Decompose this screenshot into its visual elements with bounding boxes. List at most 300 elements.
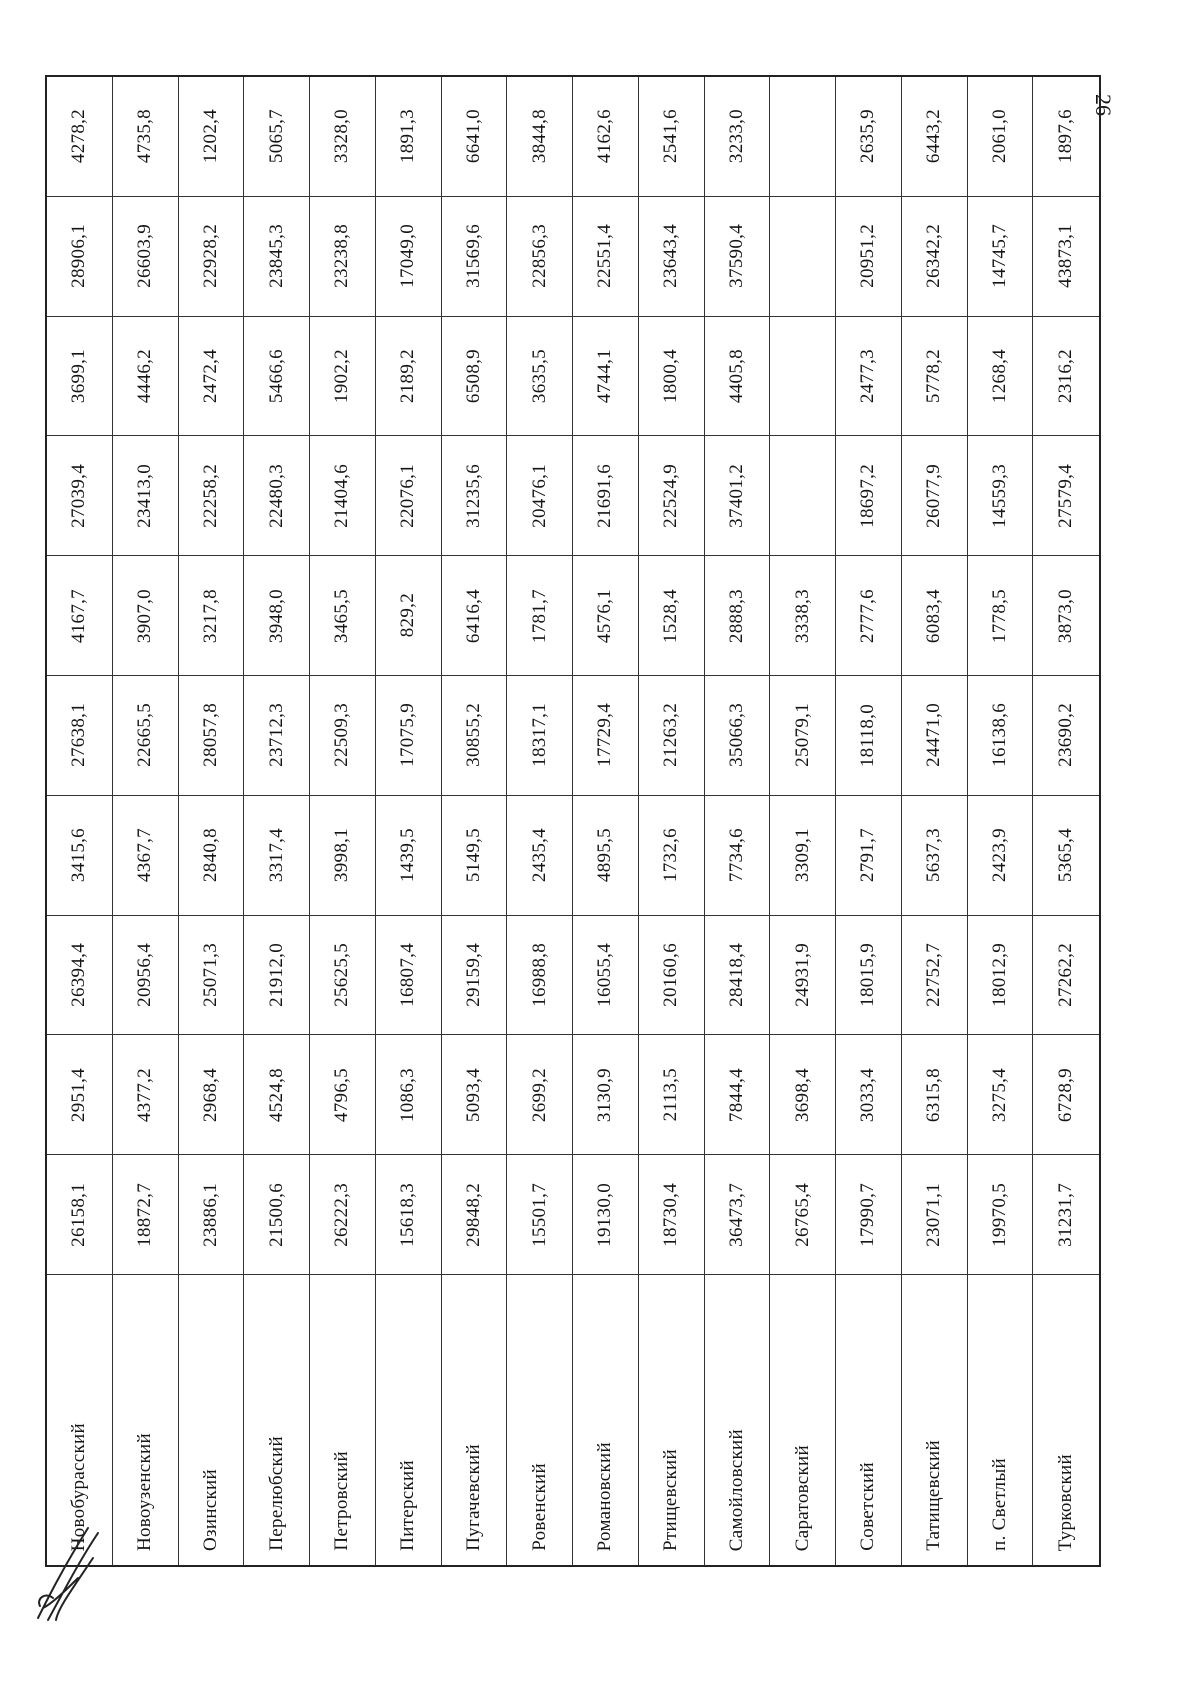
cell-value: 1897,6 [1055, 109, 1077, 164]
cell-value: 18697,2 [857, 463, 879, 528]
table-cell [902, 1155, 968, 1275]
table-row-name-cell [573, 1275, 639, 1565]
cell-value: 3415,6 [68, 828, 90, 883]
table-row-name-cell [376, 1275, 442, 1565]
cell-value: 28418,4 [725, 943, 747, 1007]
table-cell [836, 556, 902, 676]
table-cell [376, 556, 442, 676]
cell-value: 15618,3 [397, 1182, 419, 1247]
table-cell [639, 556, 705, 676]
table-cell [705, 1155, 771, 1275]
cell-value: 4167,7 [68, 588, 90, 643]
cell-value: 22856,3 [528, 224, 550, 289]
table-cell [47, 77, 113, 197]
table-cell [442, 436, 508, 556]
cell-value: 2777,6 [857, 588, 879, 643]
cell-value: 21500,6 [265, 1182, 287, 1247]
table-cell [573, 1035, 639, 1155]
table-cell [836, 317, 902, 437]
cell-value: 2699,2 [528, 1067, 550, 1122]
cell-value: 20956,4 [134, 943, 156, 1007]
table-cell [244, 676, 310, 796]
table-cell [47, 916, 113, 1036]
cell-value: 4735,8 [134, 109, 156, 164]
cell-value: 21263,2 [660, 703, 682, 768]
cell-value: 7734,6 [725, 828, 747, 883]
row-name: Новоузенский [134, 1432, 156, 1551]
cell-value: 6083,4 [923, 588, 945, 643]
table-cell [639, 1035, 705, 1155]
table-cell [1033, 676, 1099, 796]
table-cell [836, 1035, 902, 1155]
table-cell [705, 676, 771, 796]
cell-value: 21404,6 [331, 463, 353, 528]
table-cell [902, 676, 968, 796]
table-cell [507, 1155, 573, 1275]
cell-value: 28906,1 [68, 224, 90, 289]
table-row-name-cell [639, 1275, 705, 1565]
cell-value: 22258,2 [199, 463, 221, 528]
cell-value: 31569,6 [462, 224, 484, 289]
table-cell [902, 197, 968, 317]
table-cell [902, 77, 968, 197]
table-cell [376, 1155, 442, 1275]
table-cell [442, 77, 508, 197]
table-cell [836, 796, 902, 916]
cell-value: 4377,2 [134, 1067, 156, 1122]
cell-value: 27262,2 [1055, 943, 1077, 1007]
table-cell [639, 796, 705, 916]
cell-value: 6641,0 [462, 109, 484, 164]
cell-value: 26603,9 [134, 224, 156, 289]
cell-value: 3699,1 [68, 348, 90, 404]
table-cell [310, 1035, 376, 1155]
cell-value: 17075,9 [397, 703, 419, 768]
table-row-name-cell [179, 1275, 245, 1565]
cell-value: 30855,2 [462, 703, 484, 768]
table-cell [573, 1155, 639, 1275]
cell-value: 31235,6 [462, 463, 484, 528]
table-cell [310, 197, 376, 317]
table-cell [836, 436, 902, 556]
table-cell [376, 436, 442, 556]
cell-value: 3328,0 [331, 109, 353, 164]
cell-value: 23712,3 [265, 703, 287, 768]
cell-value: 22480,3 [265, 463, 287, 528]
table-cell [376, 317, 442, 437]
table-cell [310, 436, 376, 556]
cell-value: 28057,8 [199, 703, 221, 768]
table-cell [310, 916, 376, 1036]
table-cell [47, 197, 113, 317]
table-cell [244, 197, 310, 317]
table-cell [310, 1155, 376, 1275]
cell-value: 2791,7 [857, 828, 879, 883]
table-cell [507, 1035, 573, 1155]
cell-value: 26765,4 [791, 1182, 813, 1247]
cell-value: 29848,2 [462, 1182, 484, 1247]
cell-value: 26394,4 [68, 943, 90, 1007]
data-table [45, 75, 1101, 1567]
table-cell [968, 676, 1034, 796]
row-name: Пугачевский [462, 1444, 484, 1551]
table-cell [179, 556, 245, 676]
cell-value: 4162,6 [594, 109, 616, 164]
cell-value: 4405,8 [725, 348, 747, 404]
cell-value: 24931,9 [791, 943, 813, 1007]
row-name: Самойловский [725, 1428, 747, 1551]
table-cell [836, 676, 902, 796]
table-cell [179, 317, 245, 437]
cell-value: 24471,0 [923, 703, 945, 768]
table-cell [244, 1155, 310, 1275]
cell-value: 16138,6 [988, 703, 1010, 768]
table-cell [244, 916, 310, 1036]
cell-value: 22551,4 [594, 224, 616, 289]
cell-value: 23845,3 [265, 224, 287, 289]
page-number: 26 [1091, 94, 1116, 116]
table-cell [47, 1035, 113, 1155]
row-name: Ртищевский [660, 1449, 682, 1551]
cell-value: 14745,7 [988, 224, 1010, 289]
cell-value: 19970,5 [988, 1182, 1010, 1247]
cell-value: 17729,4 [594, 703, 616, 768]
table-cell [968, 317, 1034, 437]
table-cell [47, 796, 113, 916]
cell-value: 3635,5 [528, 348, 550, 404]
cell-value: 5637,3 [923, 828, 945, 883]
table-cell [442, 556, 508, 676]
table-cell [507, 317, 573, 437]
table-cell [376, 676, 442, 796]
cell-value: 25071,3 [199, 943, 221, 1007]
cell-value: 16055,4 [594, 943, 616, 1007]
table-row-name-cell [310, 1275, 376, 1565]
table-cell [902, 796, 968, 916]
table-row-name-cell [705, 1275, 771, 1565]
table-cell [836, 197, 902, 317]
table-cell [507, 197, 573, 317]
cell-value: 23413,0 [134, 463, 156, 528]
row-name: Петровский [331, 1451, 353, 1551]
cell-value: 22928,2 [199, 224, 221, 289]
row-name: Саратовский [791, 1444, 813, 1551]
cell-value: 5365,4 [1055, 828, 1077, 883]
row-name: Новобурасский [68, 1422, 90, 1551]
table-cell [310, 796, 376, 916]
table-cell [705, 317, 771, 437]
table-cell [113, 1035, 179, 1155]
table-cell [113, 197, 179, 317]
table-cell [244, 1035, 310, 1155]
cell-value: 7844,4 [725, 1067, 747, 1122]
table-row-name-cell [836, 1275, 902, 1565]
table-cell [507, 676, 573, 796]
row-name: Турковский [1055, 1453, 1077, 1551]
table-cell [113, 436, 179, 556]
table-cell [770, 676, 836, 796]
cell-value: 18118,0 [857, 703, 879, 767]
cell-value: 3465,5 [331, 588, 353, 643]
table-cell [376, 1035, 442, 1155]
table-cell [179, 916, 245, 1036]
cell-value: 4446,2 [134, 348, 156, 404]
cell-value: 22076,1 [397, 463, 419, 528]
cell-value: 1086,3 [397, 1067, 419, 1122]
cell-value: 3275,4 [988, 1067, 1010, 1122]
cell-value: 4744,1 [594, 348, 616, 404]
cell-value: 23643,4 [660, 224, 682, 289]
cell-value: 16988,8 [528, 943, 550, 1007]
table-cell [179, 1035, 245, 1155]
cell-value: 21691,6 [594, 463, 616, 528]
table-cell [179, 796, 245, 916]
table-cell [179, 197, 245, 317]
table-cell [573, 796, 639, 916]
row-name: Романовский [594, 1441, 616, 1551]
cell-value: 1781,7 [528, 588, 550, 643]
table-cell [573, 436, 639, 556]
cell-value: 3844,8 [528, 109, 550, 164]
table-cell [639, 436, 705, 556]
table-cell [442, 317, 508, 437]
table-cell [47, 1155, 113, 1275]
table-cell [442, 916, 508, 1036]
cell-value: 18015,9 [857, 943, 879, 1007]
cell-value: 26077,9 [923, 463, 945, 528]
cell-value: 3033,4 [857, 1067, 879, 1122]
table-cell [705, 556, 771, 676]
row-name: Советский [857, 1462, 879, 1551]
cell-value: 3698,4 [791, 1067, 813, 1122]
cell-value: 5093,4 [462, 1067, 484, 1122]
table-cell [1033, 77, 1099, 197]
cell-value: 1800,4 [660, 348, 682, 404]
cell-value: 3233,0 [725, 109, 747, 164]
cell-value: 31231,7 [1055, 1182, 1077, 1247]
cell-value: 26222,3 [331, 1182, 353, 1247]
table-row-name-cell [902, 1275, 968, 1565]
table-cell [705, 796, 771, 916]
row-name: Озинский [199, 1469, 221, 1551]
cell-value: 1268,4 [988, 348, 1010, 404]
cell-value: 4278,2 [68, 109, 90, 164]
cell-value: 3309,1 [791, 828, 813, 883]
table-cell [573, 676, 639, 796]
table-cell [968, 916, 1034, 1036]
cell-value: 18317,1 [528, 703, 550, 768]
cell-value: 6416,4 [462, 588, 484, 643]
table-cell [639, 1155, 705, 1275]
table-cell [113, 77, 179, 197]
cell-value: 26158,1 [68, 1182, 90, 1247]
table-row-name-cell [1033, 1275, 1099, 1565]
cell-value: 20476,1 [528, 463, 550, 528]
cell-value: 23071,1 [923, 1182, 945, 1247]
cell-value: 2189,2 [397, 348, 419, 404]
cell-value: 35066,3 [725, 703, 747, 768]
table-cell [244, 317, 310, 437]
table-cell [47, 317, 113, 437]
table-cell [1033, 436, 1099, 556]
table-cell [639, 676, 705, 796]
cell-value: 27039,4 [68, 463, 90, 528]
cell-value: 2472,4 [199, 348, 221, 404]
table-cell [770, 1035, 836, 1155]
table-cell [902, 436, 968, 556]
table-cell [113, 916, 179, 1036]
cell-value: 4576,1 [594, 588, 616, 643]
cell-value: 4796,5 [331, 1067, 353, 1122]
table-cell [902, 556, 968, 676]
table-cell [507, 77, 573, 197]
table-cell [442, 1035, 508, 1155]
table-cell [639, 317, 705, 437]
table-cell [113, 676, 179, 796]
table-cell [573, 197, 639, 317]
table-cell [968, 796, 1034, 916]
table-cell [968, 436, 1034, 556]
cell-value: 22752,7 [923, 943, 945, 1007]
cell-value: 23238,8 [331, 224, 353, 289]
table-cell [836, 1155, 902, 1275]
cell-value: 22509,3 [331, 703, 353, 768]
cell-value: 2423,9 [988, 828, 1010, 883]
table-cell [770, 77, 836, 197]
table-cell [705, 916, 771, 1036]
table-cell [1033, 556, 1099, 676]
table-cell [1033, 796, 1099, 916]
cell-value: 5149,5 [462, 828, 484, 883]
table-cell [507, 796, 573, 916]
cell-value: 829,2 [397, 593, 419, 638]
table-cell [310, 556, 376, 676]
table-cell [639, 916, 705, 1036]
table-cell [902, 1035, 968, 1155]
cell-value: 37590,4 [725, 224, 747, 289]
cell-value: 3317,4 [265, 828, 287, 883]
cell-value: 21912,0 [265, 943, 287, 1007]
table-cell [179, 676, 245, 796]
table-cell [442, 676, 508, 796]
cell-value: 27579,4 [1055, 463, 1077, 528]
table-cell [1033, 1035, 1099, 1155]
cell-value: 17049,0 [397, 224, 419, 289]
table-cell [770, 796, 836, 916]
cell-value: 20160,6 [660, 943, 682, 1007]
cell-value: 2061,0 [988, 109, 1010, 164]
cell-value: 2435,4 [528, 828, 550, 883]
cell-value: 25625,5 [331, 943, 353, 1007]
table-cell [573, 916, 639, 1036]
table-cell [968, 556, 1034, 676]
table-cell [244, 556, 310, 676]
table-row-name-cell [244, 1275, 310, 1565]
cell-value: 23690,2 [1055, 703, 1077, 768]
cell-value: 6508,9 [462, 348, 484, 404]
table-row-name-cell [507, 1275, 573, 1565]
cell-value: 4524,8 [265, 1067, 287, 1122]
cell-value: 1202,4 [199, 109, 221, 164]
table-cell [770, 436, 836, 556]
cell-value: 2968,4 [199, 1067, 221, 1122]
cell-value: 1891,3 [397, 109, 419, 164]
handwritten-signature [18, 1488, 108, 1628]
table-cell [179, 1155, 245, 1275]
cell-value: 18730,4 [660, 1182, 682, 1247]
table-cell [705, 197, 771, 317]
table-cell [1033, 317, 1099, 437]
table-cell [573, 317, 639, 437]
cell-value: 18012,9 [988, 943, 1010, 1007]
cell-value: 3130,9 [594, 1067, 616, 1122]
cell-value: 17990,7 [857, 1182, 879, 1247]
table-cell [1033, 916, 1099, 1036]
cell-value: 14559,3 [988, 463, 1010, 528]
cell-value: 3338,3 [791, 588, 813, 643]
cell-value: 3948,0 [265, 588, 287, 643]
table-cell [244, 77, 310, 197]
table-row-name-cell [968, 1275, 1034, 1565]
table-cell [310, 676, 376, 796]
cell-value: 3998,1 [331, 828, 353, 883]
table-cell [705, 1035, 771, 1155]
cell-value: 2113,5 [660, 1068, 682, 1122]
row-name: Перелюбский [265, 1436, 287, 1551]
table-cell [244, 436, 310, 556]
cell-value: 1902,2 [331, 348, 353, 404]
table-cell [1033, 197, 1099, 317]
table-cell [244, 796, 310, 916]
table-cell [770, 197, 836, 317]
table-cell [705, 77, 771, 197]
table-cell [1033, 1155, 1099, 1275]
table-cell [573, 556, 639, 676]
table-cell [113, 1155, 179, 1275]
table-cell [47, 436, 113, 556]
table-cell [770, 556, 836, 676]
table-cell [179, 77, 245, 197]
cell-value: 2635,9 [857, 109, 879, 164]
cell-value: 23886,1 [199, 1182, 221, 1247]
cell-value: 2477,3 [857, 348, 879, 404]
table-cell [968, 1155, 1034, 1275]
table-cell [836, 77, 902, 197]
table-cell [376, 77, 442, 197]
cell-value: 1732,6 [660, 828, 682, 883]
row-name: Питерский [397, 1460, 419, 1551]
row-name: Татищевский [923, 1440, 945, 1551]
table-cell [507, 436, 573, 556]
cell-value: 43873,1 [1055, 224, 1077, 289]
table-cell [968, 1035, 1034, 1155]
table-cell [639, 197, 705, 317]
cell-value: 1439,5 [397, 828, 419, 883]
cell-value: 3873,0 [1055, 588, 1077, 643]
table-cell [770, 916, 836, 1036]
cell-value: 22524,9 [660, 463, 682, 528]
cell-value: 3217,8 [199, 588, 221, 643]
table-cell [376, 197, 442, 317]
cell-value: 26342,2 [923, 224, 945, 289]
table-cell [442, 1155, 508, 1275]
table-row-name-cell [113, 1275, 179, 1565]
table-cell [310, 317, 376, 437]
table-cell [179, 436, 245, 556]
table-cell [442, 796, 508, 916]
cell-value: 16807,4 [397, 943, 419, 1007]
table-cell [442, 197, 508, 317]
